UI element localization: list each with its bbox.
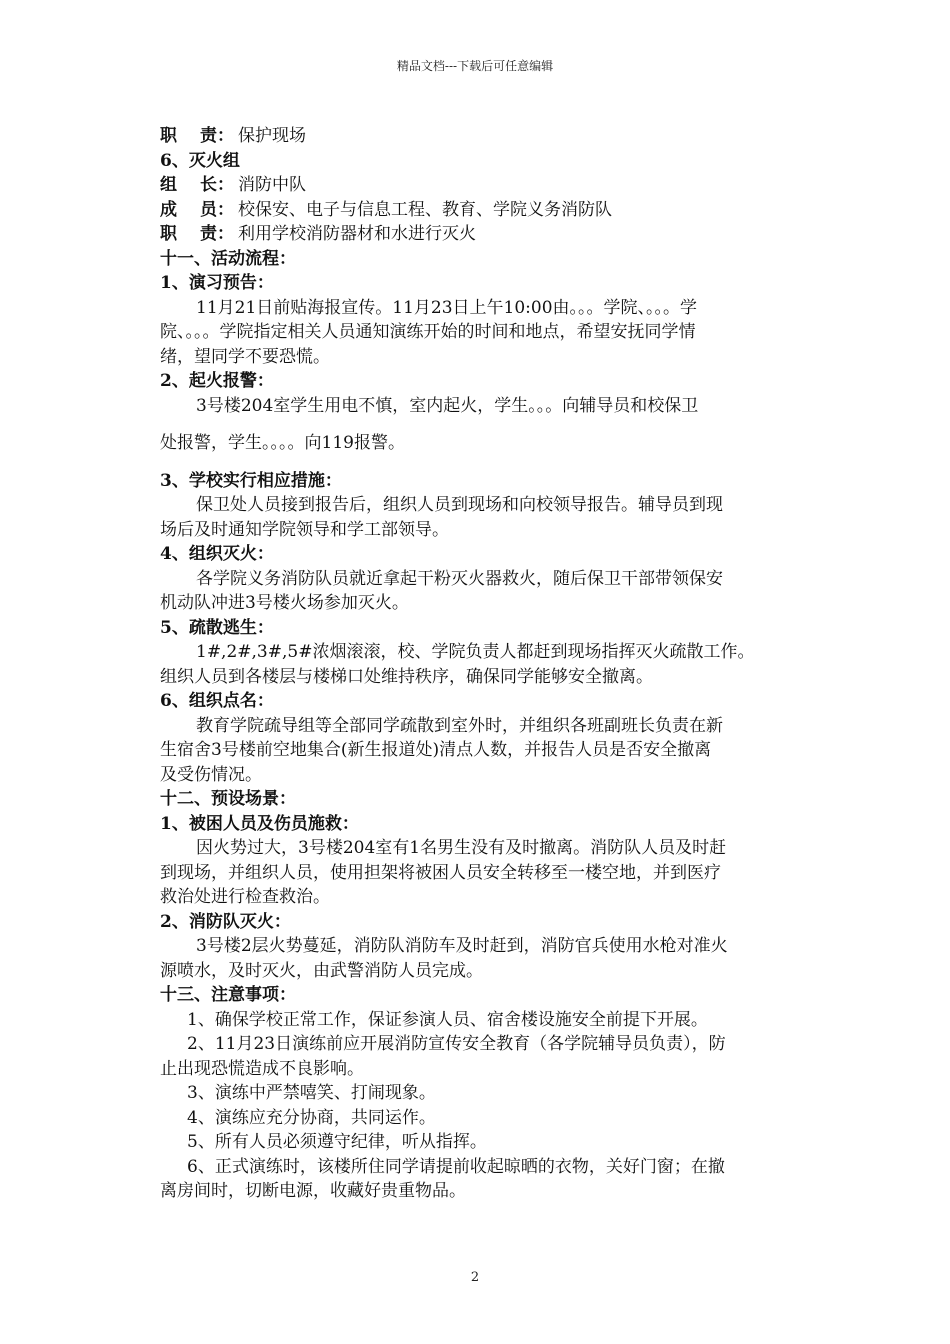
- role-text: 校保安、电子与信息工程、教育、学院义务消防队: [238, 199, 612, 220]
- list-item: 6、正式演练时，该楼所住同学请提前收起晾晒的衣物，关好门窗；在撤: [187, 1156, 725, 1177]
- label-char: 责：: [200, 126, 234, 146]
- label-char: 组: [160, 175, 177, 195]
- paragraph-line: 3号楼204室学生用电不慎，室内起火，学生。。。向辅导员和校保卫: [196, 395, 699, 416]
- label-char: 成: [160, 199, 177, 220]
- label-char: 长：: [200, 175, 234, 195]
- list-item: 4、演练应充分协商，共同运作。: [187, 1107, 436, 1128]
- list-item-continuation: 止出现恐慌造成不良影响。: [160, 1058, 364, 1079]
- subsection-heading: 2、消防队灭火：: [160, 911, 291, 932]
- paragraph-line: 及受伤情况。: [160, 764, 262, 785]
- subsection-heading: 1、被困人员及伤员施救：: [160, 813, 359, 834]
- list-item-continuation: 离房间时，切断电源，收藏好贵重物品。: [160, 1181, 466, 1201]
- section-heading: 十三、注意事项：: [160, 985, 296, 1005]
- paragraph-line: 各学院义务消防队员就近拿起干粉灭火器救火，随后保卫干部带领保安: [196, 568, 723, 589]
- paragraph-line: 到现场，并组织人员，使用担架将被困人员安全转移至一楼空地，并到医疗: [160, 862, 721, 883]
- paragraph-line: 生宿舍3号楼前空地集合(新生报道处)清点人数，并报告人员是否安全撤离: [160, 740, 712, 760]
- paragraph-line: 处报警，学生。。。。向119报警。: [160, 433, 405, 453]
- group-heading: 6、灭火组: [160, 150, 240, 171]
- role-line-leader: [160, 173, 800, 198]
- paragraph-line: 保卫处人员接到报告后，组织人员到现场和向校领导报告。辅导员到现: [196, 495, 723, 515]
- role-line-duty: [160, 222, 800, 247]
- list-item: 3、演练中严禁嘻笑、打闹现象。: [187, 1083, 436, 1103]
- label-char: 职: [160, 224, 177, 244]
- page-header: 精品文档---下载后可任意编辑: [396, 59, 554, 73]
- paragraph-line: 救治处进行检查救治。: [160, 887, 330, 907]
- paragraph-line: 3号楼2层火势蔓延，消防队消防车及时赶到，消防官兵使用水枪对准火: [196, 936, 728, 956]
- role-line-members: [160, 198, 800, 223]
- page-number: 2: [470, 1270, 480, 1285]
- subsection-heading: 2、起火报警：: [160, 371, 274, 391]
- subsection-heading: 6、组织点名：: [160, 691, 274, 711]
- role-line-duty: [160, 124, 800, 149]
- subsection-heading: 5、疏散逃生：: [160, 617, 274, 638]
- list-item: 5、所有人员必须遵守纪律，听从指挥。: [187, 1132, 487, 1152]
- label-char: 责：: [200, 224, 234, 244]
- paragraph-line: 绪，望同学不要恐慌。: [160, 346, 330, 367]
- subsection-heading: 1、演习预告：: [160, 273, 274, 293]
- paragraph-line: 场后及时通知学院领导和学工部领导。: [160, 519, 449, 540]
- paragraph-line: 院、。。。学院指定相关人员通知演练开始的时间和地点，希望安抚同学情: [160, 322, 696, 342]
- list-item: 1、确保学校正常工作，保证参演人员、宿舍楼设施安全前提下开展。: [187, 1009, 708, 1030]
- paragraph-line: 1#,2#,3#,5#浓烟滚滚，校、学院负责人都赶到现场指挥灭火疏散工作。: [196, 642, 755, 662]
- role-text: 保护现场: [238, 126, 306, 146]
- paragraph-line: 11月21日前贴海报宣传。11月23日上午10:00由。。。学院、。。。学: [196, 297, 698, 318]
- role-text: 消防中队: [238, 175, 306, 195]
- paragraph-line: 机动队冲进3号楼火场参加灭火。: [160, 593, 409, 613]
- subsection-heading: 4、组织灭火：: [160, 544, 274, 564]
- paragraph-line: 教育学院疏导组等全部同学疏散到室外时，并组织各班副班长负责在新: [196, 715, 723, 736]
- section-heading: 十二、预设场景：: [160, 789, 296, 809]
- list-item: 2、11月23日演练前应开展消防宣传安全教育（各学院辅导员负责），防: [187, 1034, 726, 1054]
- role-text: 利用学校消防器材和水进行灭火: [238, 224, 476, 244]
- document-body: [160, 124, 800, 1204]
- paragraph-line: 因火势过大，3号楼204室有1名男生没有及时撤离。消防队人员及时赶: [196, 838, 727, 858]
- section-heading: 十一、活动流程：: [160, 248, 296, 269]
- label-char: 员：: [200, 199, 234, 220]
- subsection-heading: 3、学校实行相应措施：: [160, 470, 342, 491]
- paragraph-line: 源喷水，及时灭火，由武警消防人员完成。: [160, 960, 483, 981]
- label-char: 职: [160, 126, 177, 146]
- paragraph-line: 组织人员到各楼层与楼梯口处维持秩序，确保同学能够安全撤离。: [160, 666, 653, 687]
